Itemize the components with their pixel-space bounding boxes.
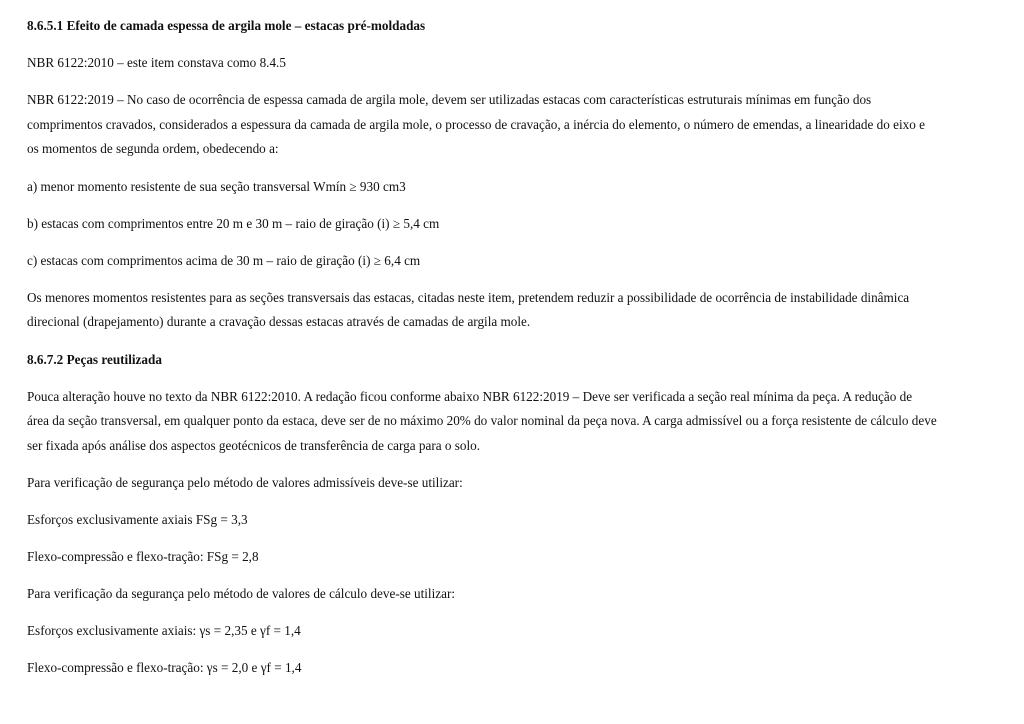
paragraph-axial-gamma: Esforços exclusivamente axiais: γs = 2,35 e γf = 1,4 xyxy=(27,623,301,638)
paragraph-line: Pouca alteração houve no texto da NBR 6122:2010. A redação ficou conforme abaixo NBR 6122:2019 – Deve ser verificada a seção real mínima da peça. A redução de xyxy=(27,388,913,404)
paragraph-line: direcional (drapejamento) durante a cravação dessas estacas através de camadas de argila mole. xyxy=(27,314,531,329)
list-item-c: c) estacas com comprimentos acima de 30 m – raio de giração (i) ≥ 6,4 cm xyxy=(27,252,421,268)
list-item-b: b) estacas com comprimentos entre 20 m e 30 m – raio de giração (i) ≥ 5,4 cm xyxy=(27,215,440,231)
paragraph-flexo-gamma: Flexo-compressão e flexo-tração: γs = 2,0 e γf = 1,4 xyxy=(27,660,302,675)
paragraph-admissible-method: Para verificação de segurança pelo método de valores admissíveis deve-se utilizar: xyxy=(27,475,463,490)
section-heading-8-6-5-1: 8.6.5.1 Efeito de camada espessa de argila mole – estacas pré-moldadas xyxy=(27,18,426,33)
paragraph-nbr-2010-note: NBR 6122:2010 – este item constava como 8.4.5 xyxy=(27,55,286,70)
paragraph-nbr-2019-soft-clay xyxy=(27,88,998,162)
paragraph-resistant-moments xyxy=(27,286,998,335)
section-heading-8-6-7-2: 8.6.7.2 Peças reutilizada xyxy=(27,351,162,367)
paragraph-reused-pieces xyxy=(27,385,998,459)
paragraph-line: NBR 6122:2019 – No caso de ocorrência de espessa camada de argila mole, devem ser utilizadas estacas com características estruturais mínimas em função dos xyxy=(27,92,872,107)
paragraph-line: Os menores momentos resistentes para as seções transversais das estacas, citadas neste item, pretendem reduzir a possibilidade de ocorrência de instabilidade dinâmica xyxy=(27,289,910,305)
paragraph-line: ser fixada após análise dos aspectos geotécnicos de transferência de carga para o solo. xyxy=(27,437,481,453)
paragraph-line: área da seção transversal, em qualquer ponto da estaca, deve ser de no máximo 20% do valor nominal da peça nova. A carga admissível ou a força resistente de cálculo deve xyxy=(27,413,937,428)
paragraph-flexo-fsg: Flexo-compressão e flexo-tração: FSg = 2,8 xyxy=(27,549,259,564)
paragraph-line: os momentos de segunda ordem, obedecendo a: xyxy=(27,141,279,156)
paragraph-axial-fsg: Esforços exclusivamente axiais FSg = 3,3 xyxy=(27,512,248,527)
list-item-a: a) menor momento resistente de sua seção transversal Wmín ≥ 930 cm3 xyxy=(27,178,406,194)
paragraph-line: comprimentos cravados, considerados a espessura da camada de argila mole, o processo de cravação, a inércia do elemento, o número de emendas, a linearidade do eixo e xyxy=(27,116,925,132)
paragraph-design-method: Para verificação da segurança pelo método de valores de cálculo deve-se utilizar: xyxy=(27,586,456,601)
